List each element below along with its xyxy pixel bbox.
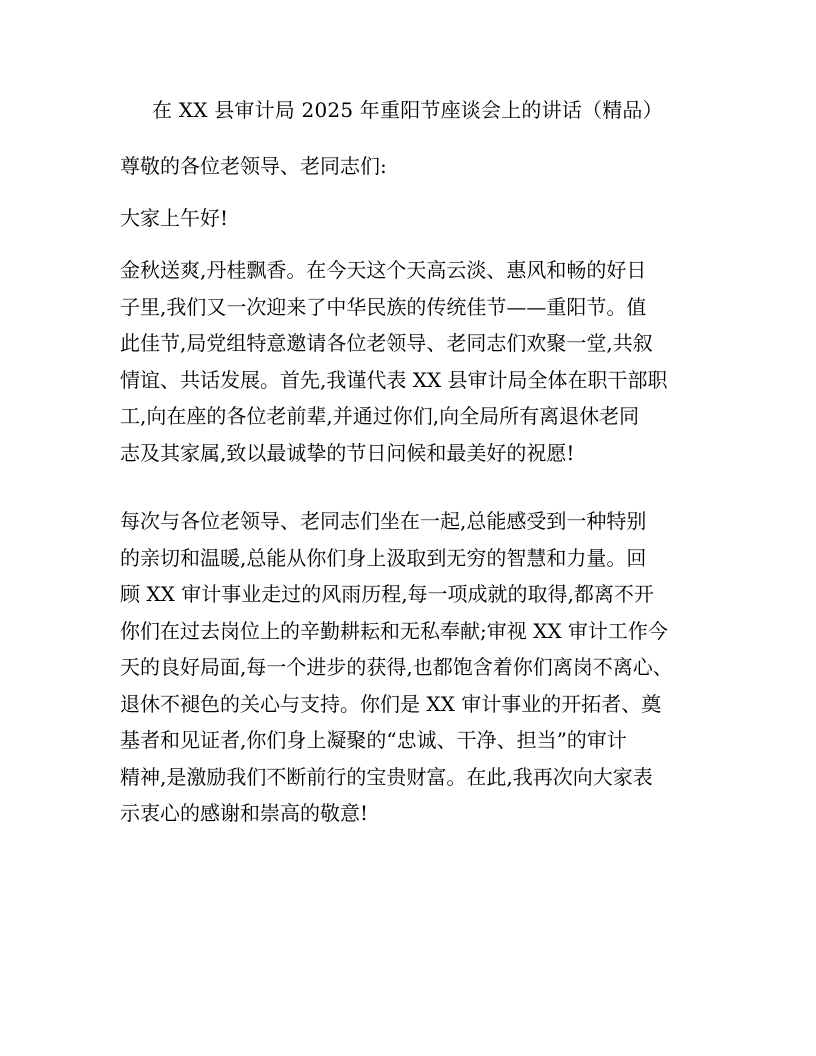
paragraph-line: 你们在过去岗位上的辛勤耕耘和无私奉献;审视 XX 审计工作今 [120,618,668,643]
paragraph-1 [120,252,720,471]
salutation-text: 尊敬的各位老领导、老同志们: [120,154,387,178]
paragraph-line: 示衷心的感谢和崇高的敬意! [120,801,369,825]
paragraph-line: 工,向在座的各位老前辈,并通过你们,向全局所有离退休老同 [120,404,640,428]
paragraph-line: 子里,我们又一次迎来了中华民族的传统佳节——重阳节。值 [120,294,647,319]
paragraph-line: 金秋送爽,丹桂飘香。在今天这个天高云淡、惠风和畅的好日 [120,258,647,282]
paragraph-2 [120,503,720,832]
paragraph-line: 的亲切和温暖,总能从你们身上汲取到无穷的智慧和力量。回 [120,545,647,570]
paragraph-line: 每次与各位老领导、老同志们坐在一起,总能感受到一种特别 [120,509,647,533]
paragraph-line: 精神,是激励我们不断前行的宝贵财富。在此,我再次向大家表 [120,764,653,789]
paragraph-line: 顾 XX 审计事业走过的风雨历程,每一项成就的取得,都离不开 [120,582,654,606]
paragraph-line: 此佳节,局党组特意邀请各位老领导、老同志们欢聚一堂,共叙 [120,331,653,355]
paragraph-line: 基者和见证者,你们身上凝聚的“忠诚、干净、担当”的审计 [120,728,627,752]
greeting [120,200,720,237]
paragraph-line: 天的良好局面,每一个进步的获得,也都饱含着你们离岗不离心、 [120,655,673,679]
paragraph-line: 情谊、共话发展。首先,我谨代表 XX 县审计局全体在职干部职 [120,367,668,392]
paragraph-line: 志及其家属,致以最诚挚的节日问候和最美好的祝愿! [120,440,575,465]
paragraph-line: 退休不褪色的关心与支持。你们是 XX 审计事业的开拓者、奠 [120,691,662,716]
greeting-text: 大家上午好! [120,206,229,230]
salutation [120,148,720,185]
document-title: 在 XX 县审计局 2025 年重阳节座谈会上的讲话（精品） [152,98,663,122]
